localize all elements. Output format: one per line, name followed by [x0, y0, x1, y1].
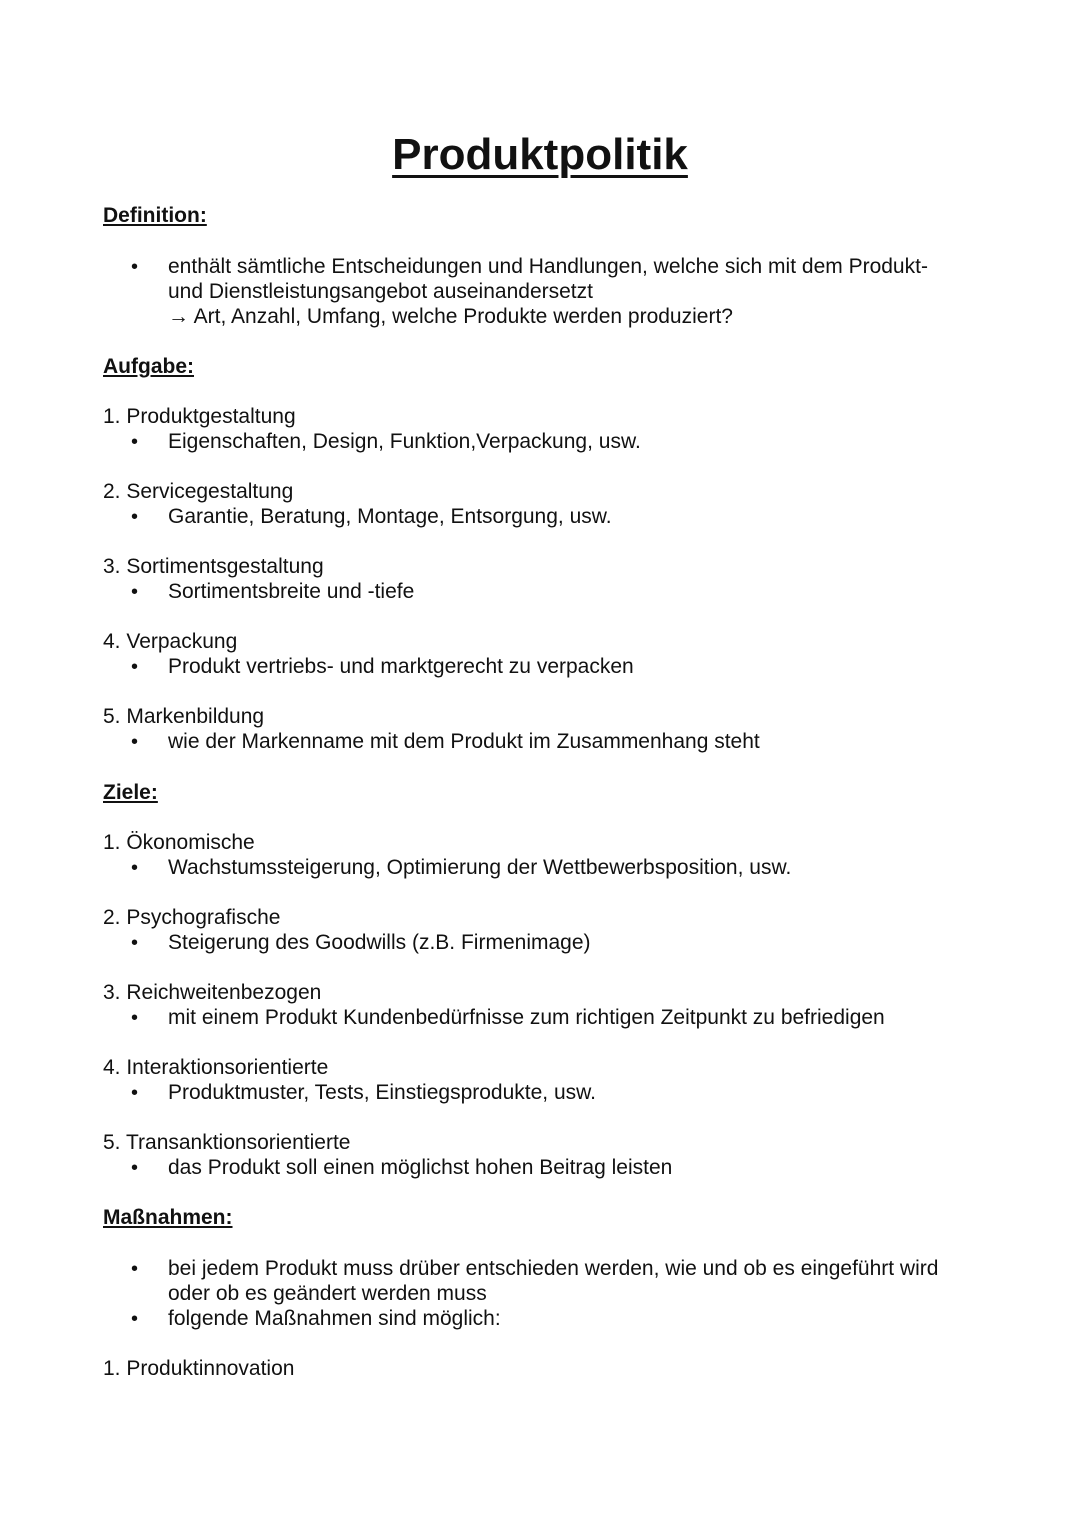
- ziele-item-title: 2. Psychografische: [103, 906, 281, 929]
- bullet-icon: •: [131, 1258, 139, 1280]
- bullet-icon: •: [131, 1157, 139, 1179]
- aufgabe-item-title: 5. Markenbildung: [103, 705, 265, 728]
- bullet-icon: •: [131, 431, 139, 453]
- ziele-item-title: 5. Transanktionsorientierte: [103, 1131, 351, 1154]
- aufgabe-item-detail: Garantie, Beratung, Montage, Entsorgung, usw.: [168, 505, 612, 528]
- aufgabe-item-detail: Sortimentsbreite und -tiefe: [168, 580, 415, 603]
- massnahmen-text-line3: folgende Maßnahmen sind möglich:: [168, 1307, 501, 1330]
- aufgabe-item-title: 2. Servicegestaltung: [103, 480, 294, 503]
- bullet-icon: •: [131, 656, 139, 678]
- ziele-item-detail: Produktmuster, Tests, Einstiegsprodukte, usw.: [168, 1081, 596, 1104]
- ziele-item-detail: Steigerung des Goodwills (z.B. Firmenimage): [168, 931, 591, 954]
- aufgabe-item-detail: Eigenschaften, Design, Funktion,Verpackung, usw.: [168, 430, 641, 453]
- bullet-icon: •: [131, 1308, 139, 1330]
- definition-text-line2: und Dienstleistungsangebot auseinandersetzt: [168, 280, 593, 303]
- massnahmen-text-line1: bei jedem Produkt muss drüber entschieden werden, wie und ob es eingeführt wird: [168, 1257, 939, 1280]
- bullet-icon: •: [131, 857, 139, 879]
- bullet-icon: •: [131, 581, 139, 603]
- bullet-icon: •: [131, 932, 139, 954]
- massnahmen-text-line2: oder ob es geändert werden muss: [168, 1282, 487, 1305]
- aufgabe-item-detail: Produkt vertriebs- und marktgerecht zu verpacken: [168, 655, 634, 678]
- ziele-item-detail: Wachstumssteigerung, Optimierung der Wettbewerbsposition, usw.: [168, 856, 792, 879]
- bullet-icon: •: [131, 731, 139, 753]
- ziele-item-detail: das Produkt soll einen möglichst hohen Beitrag leisten: [168, 1156, 673, 1179]
- definition-text-line3: → Art, Anzahl, Umfang, welche Produkte werden produziert?: [168, 305, 733, 328]
- ziele-item-title: 1. Ökonomische: [103, 831, 255, 854]
- aufgabe-item-title: 1. Produktgestaltung: [103, 405, 296, 428]
- ziele-item-detail: mit einem Produkt Kundenbedürfnisse zum richtigen Zeitpunkt zu befriedigen: [168, 1006, 885, 1029]
- definition-heading: Definition:: [103, 204, 207, 227]
- ziele-item-title: 4. Interaktionsorientierte: [103, 1056, 329, 1079]
- definition-text-line1: enthält sämtliche Entscheidungen und Handlungen, welche sich mit dem Produkt-: [168, 255, 928, 278]
- bullet-icon: •: [131, 1082, 139, 1104]
- bullet-icon: •: [131, 256, 139, 278]
- aufgabe-item-title: 4. Verpackung: [103, 630, 238, 653]
- bullet-icon: •: [131, 506, 139, 528]
- aufgabe-item-detail: wie der Markenname mit dem Produkt im Zusammenhang steht: [168, 730, 760, 753]
- massnahmen-heading: Maßnahmen:: [103, 1206, 233, 1229]
- massnahmen-item-title: 1. Produktinnovation: [103, 1357, 295, 1380]
- aufgabe-heading: Aufgabe:: [103, 355, 194, 378]
- page-title: Produktpolitik: [392, 130, 688, 179]
- ziele-heading: Ziele:: [103, 781, 158, 804]
- bullet-icon: •: [131, 1007, 139, 1029]
- aufgabe-item-title: 3. Sortimentsgestaltung: [103, 555, 324, 578]
- ziele-item-title: 3. Reichweitenbezogen: [103, 981, 322, 1004]
